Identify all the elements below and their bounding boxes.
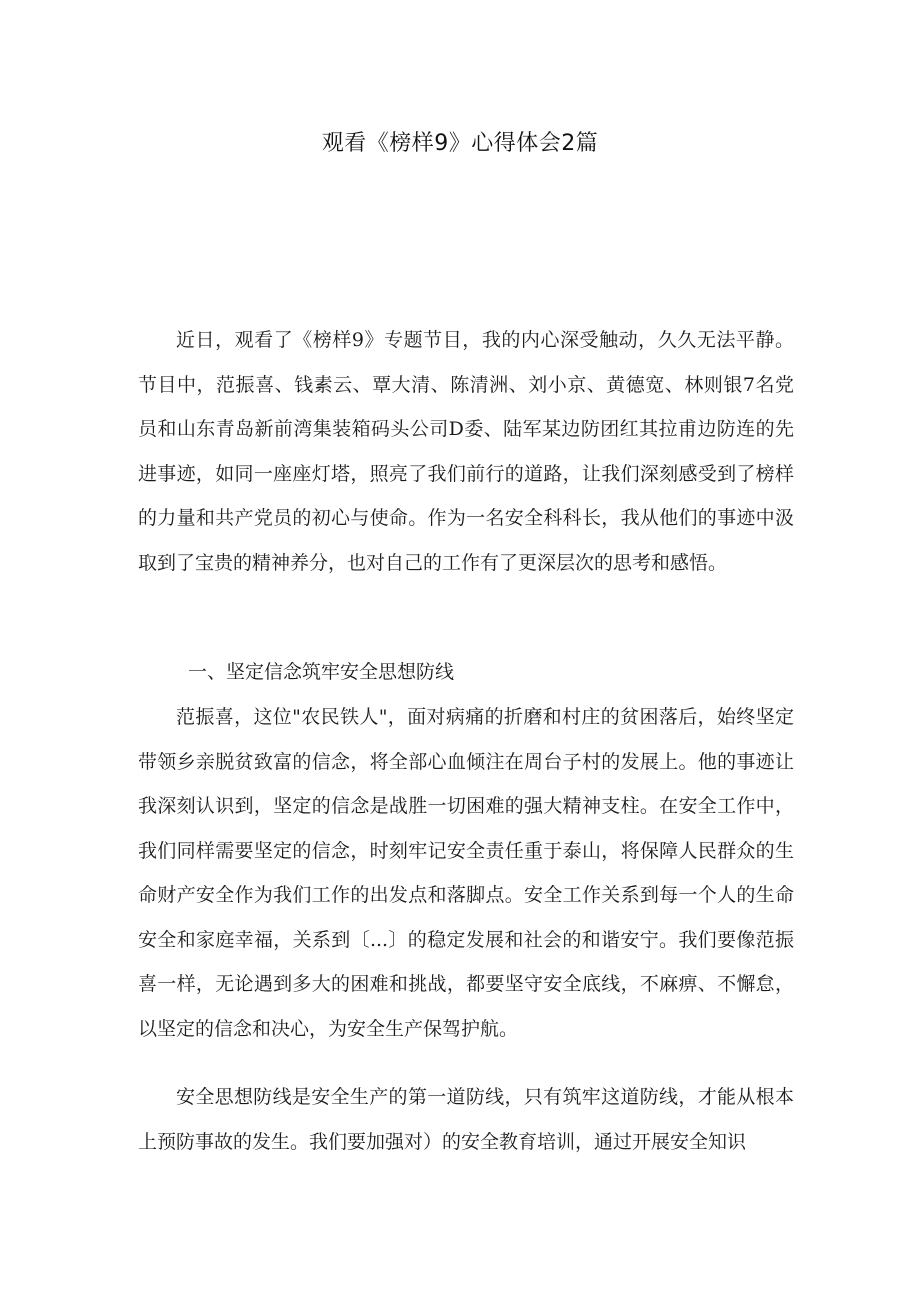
section-heading-1: 一、坚定信念筑牢安全思想防线 <box>188 661 455 683</box>
paragraph-intro: 近日，观看了《榜样9》专题节目，我的内心深受触动，久久无法平静。节目中，范振喜、钱素云、覃大清、陈清洲、刘小京、黄德宽、林则银7名党员和山东青岛新前湾集装箱码头公司D委、陆军某边防团红其拉甫边防连的先进事迹，如同一座座灯塔，照亮了我们前行的道路，让我们深刻感受到了榜样的力量和共产党员的初心与使命。作为一名安全科科长，我从他们的事迹中汲取到了宝贵的精神养分，也对自己的工作有了更深层次的思考和感悟。 <box>138 329 794 574</box>
document-title: 观看《榜样9》心得体会2篇 <box>321 131 599 156</box>
paragraph-fan-zhenxi: 范振喜，这位"农民铁人"，面对病痛的折磨和村庄的贫困落后，始终坚定带领乡亲脱贫致富的信念，将全部心血倾注在周台子村的发展上。他的事迹让我深刻认识到，坚定的信念是战胜一切困难的强大精神支柱。在安全工作中，我们同样需要坚定的信念，时刻牢记安全责任重于泰山，将保障人民群众的生命财产安全作为我们工作的出发点和落脚点。安全工作关系到每一个人的生命安全和家庭幸福，关系到〔...〕的稳定发展和社会的和谐安宁。我们要像范振喜一样，无论遇到多大的困难和挑战，都要坚守安全底线，不麻痹、不懈怠，以坚定的信念和决心，为安全生产保驾护航。 <box>138 706 794 1040</box>
paragraph-safety-defense: 安全思想防线是安全生产的第一道防线，只有筑牢这道防线，才能从根本上预防事故的发生。我们要加强对）的安全教育培训，通过开展安全知识 <box>138 1086 794 1153</box>
